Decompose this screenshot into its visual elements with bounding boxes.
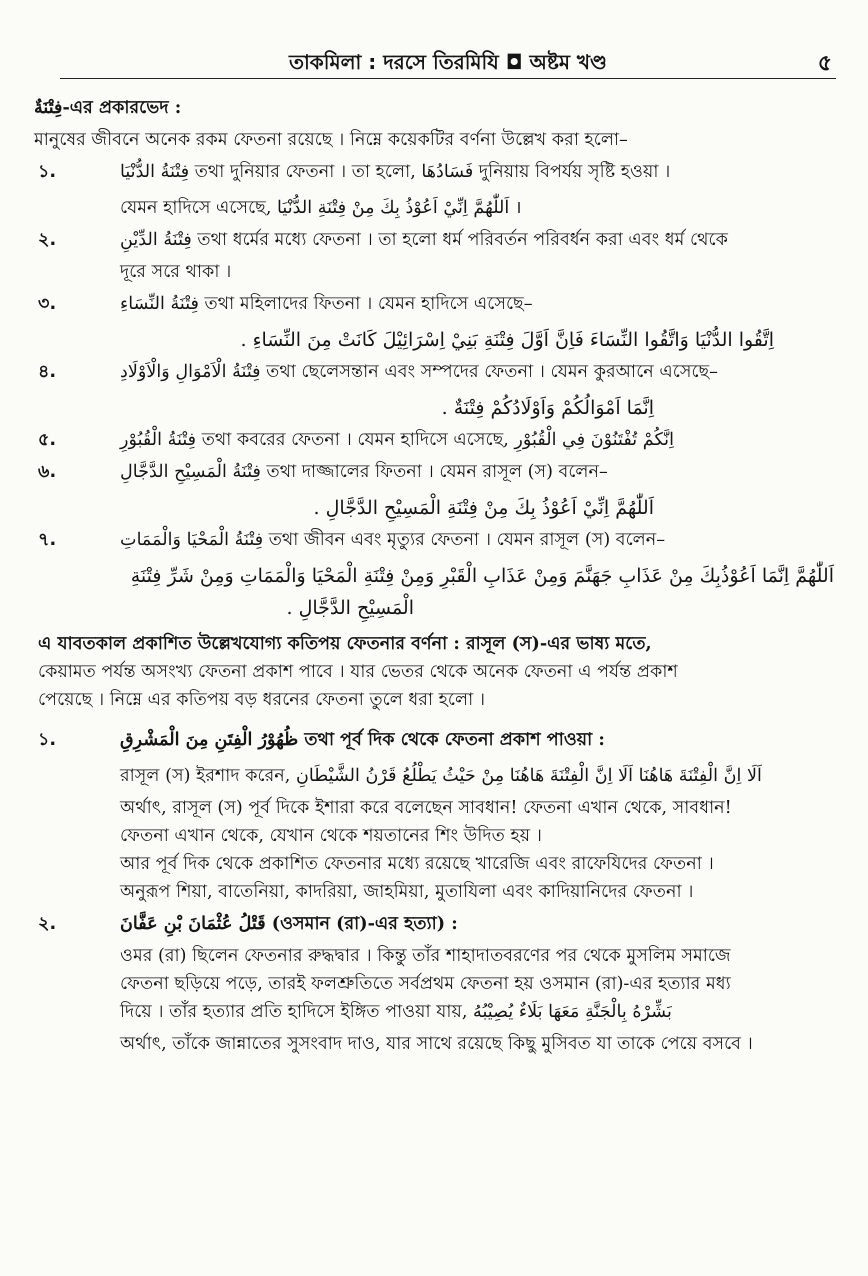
- item-number: ৭.: [38, 530, 57, 550]
- item-line: فِتْنَةُ الْمَحْيَا وَالْمَمَاتِ তথা জীবন এবং মৃত্যুর ফেতনা । যেমন রাসূল (স) বলেন–: [120, 530, 666, 550]
- item-line: فِتْنَةُ الْمَسِيْحِ الدَّجَّالِ তথা দাজ্জালের ফিতনা । যেমন রাসূল (স) বলেন–: [120, 462, 608, 482]
- fitna-type-item-6: [34, 460, 834, 520]
- page-header: [60, 38, 836, 79]
- item-line: রাসূল (স) ইরশাদ করেন, اَلَا اِنَّ الْفِتْنَةَ هَاهُنَا اَلَا اِنَّ الْفِتْنَةَ هَاهُنَا مِنْ حَيْثُ يَطْلُعُ قَرْنُ الشَّيْطَانِ: [120, 766, 762, 786]
- item-number: ২.: [38, 230, 57, 250]
- item-line: ظُهُوْرُ الْفِتَنِ مِنَ الْمَشْرِقِ তথা পূর্ব দিক থেকে ফেতনা প্রকাশ পাওয়া :: [120, 729, 605, 750]
- item-line: আর পূর্ব দিক থেকে প্রকাশিত ফেতনার মধ্যে রয়েছে খারেজি এবং রাফেযিদের ফেতনা ।: [120, 854, 714, 874]
- item-number: ৫.: [38, 430, 57, 450]
- major-fitna-item-2: [34, 912, 834, 1056]
- section2-intro: পেয়েছে । নিম্নে এর কতিপয় বড় ধরনের ফেতনা তুলে ধরা হলো ।: [38, 690, 486, 710]
- item-line: فِتْنَةُ الْقُبُوْرِ তথা কবরের ফেতনা । যেমন হাদিসে এসেছে, اِنَّكُمْ تُفْتَنُوْنَ فِي الْقُبُوْرِ: [120, 430, 674, 450]
- item-line: فِتْنَةُ الدِّيْنِ তথা ধর্মের মধ্যে ফেতনা । তা হলো ধর্ম পরিবর্তন পরিবর্ধন করা এবং ধর্ম থেকে: [120, 230, 728, 250]
- major-fitna-item-1: [34, 728, 834, 904]
- item-line: فِتْنَةُ الْاَمْوَالِ وَالْاَوْلَادِ তথা ছেলেসন্তান এবং সম্পদের ফেতনা । যেমন কুরআনে এসেছে–: [120, 362, 718, 382]
- item-number: ২.: [38, 914, 57, 934]
- arabic-quote: اِنَّمَا اَمْوَالُكُمْ وَاَوْلَادُكُمْ فِتْنَةٌ .: [441, 397, 654, 419]
- running-title: তাকমিলা : দরসে তিরমিযি ◘ অষ্টম খণ্ড: [289, 50, 607, 74]
- arabic-quote: اَللّٰهُمَّ اِنِّيْ اَعُوْذُ بِكَ مِنْ فِتْنَةِ الْمَسِيْحِ الدَّجَّالِ .: [313, 497, 654, 519]
- item-number: ৩.: [38, 294, 57, 314]
- page-number: ৫: [817, 50, 832, 76]
- item-number: ১.: [38, 730, 57, 750]
- section2-intro: এ যাবতকাল প্রকাশিত উল্লেখযোগ্য কতিপয় ফেতনার বর্ণনা : রাসূল (স)-এর ভাষ্য মতে,: [38, 633, 652, 654]
- intro-paragraph: মানুষের জীবনে অনেক রকম ফেতনা রয়েছে । নিম্নে কয়েকটির বর্ণনা উল্লেখ করা হলো–: [34, 130, 628, 150]
- item-line: ফেতনা এখান থেকে, যেখান থেকে শয়তানের শিং উদিত হয় ।: [120, 826, 542, 846]
- page-body: [34, 96, 834, 1056]
- item-number: ১.: [38, 162, 57, 182]
- item-line: ফেতনা ছড়িয়ে পড়ে, তারই ফলশ্রুতিতে সর্বপ্রথম ফেতনা হয় ওসমান (রা)-এর হত্যার মধ্য: [120, 974, 731, 994]
- item-line: فِتْنَةُ الدُّنْيَا তথা দুনিয়ার ফেতনা । তা হলো, فَسَادُهَا দুনিয়ায় বিপর্যয় সৃষ্টি হওয়া ।: [120, 162, 671, 182]
- item-number: ৬.: [38, 462, 57, 482]
- fitna-type-item-3: [34, 292, 834, 352]
- fitna-type-item-5: [34, 428, 834, 452]
- item-line: যেমন হাদিসে এসেছে, اَللّٰهُمَّ اِنِّيْ اَعُوْذُ بِكَ مِنْ فِتْنَةِ الدُّنْيَا ।: [120, 198, 522, 218]
- item-line: দিয়ে । তাঁর হত্যার প্রতি হাদিসে ইঙ্গিত পাওয়া যায়, بَشِّرْهُ بِالْجَنَّةِ مَعَهَا بَلَاءٌ يُصِيْبُهُ: [120, 1002, 672, 1022]
- item-number: ৪.: [38, 362, 57, 382]
- item-line: فِتْنَةُ النِّسَاءِ তথা মহিলাদের ফিতনা । যেমন হাদিসে এসেছে–: [120, 294, 533, 314]
- item-line: ওমর (রা) ছিলেন ফেতনার রুদ্ধদ্বার । কিন্তু তাঁর শাহাদাতবরণের পর থেকে মুসলিম সমাজে: [120, 946, 731, 966]
- fitna-type-item-4: [34, 360, 834, 420]
- arabic-quote: اِتَّقُوا الدُّنْيَا وَاتَّقُوا النِّسَاءَ فَاِنَّ اَوَّلَ فِتْنَةِ بَنِيْ اِسْرَائِيْلَ كَانَتْ مِنَ النِّسَاءِ .: [240, 329, 774, 351]
- arabic-quote: الْمَسِيْحِ الدَّجَّالِ .: [286, 597, 414, 619]
- fitna-type-item-2: [34, 228, 834, 284]
- item-line: অর্থাৎ, তাঁকে জান্নাতের সুসংবাদ দাও, যার সাথে রয়েছে কিছু মুসিবত যা তাকে পেয়ে বসবে ।: [120, 1034, 753, 1054]
- section-heading: فِتْنَةٌ-এর প্রকারভেদ :: [34, 97, 182, 118]
- item-line: দূরে সরে থাকা ।: [120, 262, 232, 282]
- fitna-type-item-1: [34, 160, 834, 220]
- item-line: অর্থাৎ, রাসূল (স) পূর্ব দিকে ইশারা করে বলেছেন সাবধান! ফেতনা এখান থেকে, সাবধান!: [120, 798, 732, 818]
- fitna-type-item-7: [34, 528, 834, 620]
- item-line: قَتْلُ عُثْمَانَ بْنِ عَفَّانَ (ওসমান (রা)-এর হত্যা) :: [120, 913, 458, 934]
- section2-intro: কেয়ামত পর্যন্ত অসংখ্য ফেতনা প্রকাশ পাবে । যার ভেতর থেকে অনেক ফেতনা এ পর্যন্ত প্রকাশ: [38, 662, 678, 682]
- arabic-quote: اَللّٰهُمَّ اِنَّمَا اَعُوْذُبِكَ مِنْ عَذَابِ جَهَنَّمَ وَمِنْ عَذَابِ الْقَبْرِ وَمِنْ فِتْنَةِ الْمَحْيَا وَالْمَمَاتِ وَمِنْ شَرِّ فِتْنَةِ: [130, 565, 834, 587]
- item-line: অনুরূপ শিয়া, বাতেনিয়া, কাদরিয়া, জাহমিয়া, মুতাযিলা এবং কাদিয়ানিদের ফেতনা ।: [120, 882, 694, 902]
